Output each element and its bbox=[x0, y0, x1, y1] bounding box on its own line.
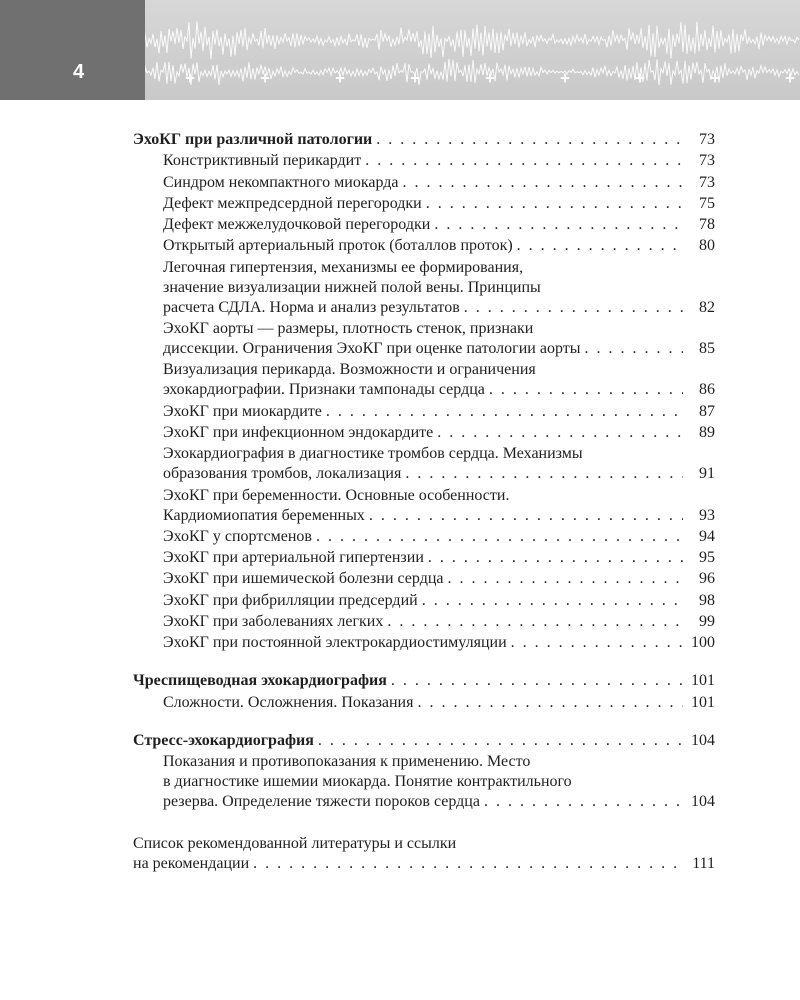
toc-subsection-entry[interactable] bbox=[133, 360, 715, 400]
toc-entry-title-line: Список рекомендованной литературы и ссылки bbox=[133, 834, 457, 852]
toc-entry-title: ЭхоКГ при ишемической болезни сердца bbox=[163, 570, 444, 588]
toc-entry-title-line: Визуализация перикарда. Возможности и ограничения bbox=[163, 361, 536, 379]
toc-subsection-entry[interactable] bbox=[133, 258, 715, 318]
toc-page-number: 87 bbox=[699, 402, 715, 420]
ecg-marker: + bbox=[485, 71, 496, 85]
toc-subsection-entry[interactable] bbox=[133, 194, 715, 214]
page-number-box bbox=[0, 0, 145, 100]
dot-leader bbox=[448, 569, 684, 589]
toc-subsection-entry[interactable] bbox=[133, 633, 715, 653]
ecg-marker: + bbox=[260, 71, 271, 85]
toc-section-entry[interactable] bbox=[133, 731, 715, 751]
toc-entry[interactable] bbox=[133, 834, 715, 874]
dot-leader bbox=[326, 402, 683, 422]
ecg-marker: + bbox=[335, 71, 346, 85]
toc-entry-title: резерва. Определение тяжести пороков сердца bbox=[163, 792, 480, 810]
toc-entry-title: Дефект межпредсердной перегородки bbox=[163, 194, 422, 212]
dot-leader bbox=[434, 215, 683, 235]
ecg-waveform-banner bbox=[145, 0, 800, 100]
toc-entry-title: ЭхоКГ при артериальной гипертензии bbox=[163, 549, 424, 567]
dot-leader bbox=[376, 130, 683, 150]
dot-leader bbox=[437, 423, 683, 443]
toc-page-number: 75 bbox=[699, 194, 715, 212]
toc-page-number: 100 bbox=[691, 634, 715, 652]
toc-page-number: 98 bbox=[699, 591, 715, 609]
dot-leader bbox=[422, 591, 683, 611]
toc-entry-title-line: Эхокардиография в диагностике тромбов сердца. Механизмы bbox=[163, 445, 583, 463]
toc-section-entry[interactable] bbox=[133, 671, 715, 691]
toc-entry-title-line: в диагностике ишемии миокарда. Понятие контрактильного bbox=[163, 772, 572, 790]
dot-leader bbox=[403, 173, 684, 193]
toc-entry-title: Дефект межжелудочковой перегородки bbox=[163, 216, 431, 234]
toc-entry-title-line: Легочная гипертензия, механизмы ее формирования, bbox=[163, 258, 524, 276]
toc-entry-title: диссекции. Ограничения ЭхоКГ при оценке патологии аорты bbox=[163, 340, 581, 358]
ecg-marker: + bbox=[710, 71, 721, 85]
dot-leader bbox=[391, 671, 683, 691]
ecg-marker: + bbox=[635, 71, 646, 85]
toc-subsection-entry[interactable] bbox=[133, 591, 715, 611]
toc-page-number: 73 bbox=[699, 131, 715, 148]
toc-subsection-entry[interactable] bbox=[133, 444, 715, 484]
toc-page-number: 101 bbox=[691, 693, 715, 711]
toc-subsection-entry[interactable] bbox=[133, 569, 715, 589]
toc-entry-title-line: значение визуализации нижней полой вены. Принципы bbox=[163, 278, 541, 296]
toc-page-number: 73 bbox=[699, 173, 715, 191]
dot-leader bbox=[584, 339, 683, 359]
toc-subsection-entry[interactable] bbox=[133, 548, 715, 568]
toc-page-number: 91 bbox=[699, 465, 715, 483]
toc-spacer bbox=[133, 653, 715, 671]
toc-entry-title: ЭхоКГ при инфекционном эндокардите bbox=[163, 423, 434, 441]
toc-entry-title: Констриктивный перикардит bbox=[163, 152, 362, 170]
toc-entry-title: Сложности. Осложнения. Показания bbox=[163, 693, 414, 711]
ecg-trace bbox=[145, 21, 799, 59]
dot-leader bbox=[511, 633, 683, 653]
toc-page-number: 80 bbox=[699, 237, 715, 255]
toc-spacer bbox=[133, 812, 715, 834]
toc-entry-title: Стресс-эхокардиография bbox=[133, 731, 314, 749]
toc-page-number: 104 bbox=[691, 731, 715, 749]
toc-spacer bbox=[133, 713, 715, 731]
toc-entry-title-line: ЭхоКГ аорты — размеры, плотность стенок, признаки bbox=[163, 320, 534, 338]
dot-leader bbox=[365, 151, 683, 171]
toc-entry-title: Синдром некомпактного миокарда bbox=[163, 173, 399, 191]
toc-page-number: 93 bbox=[699, 506, 715, 524]
dot-leader bbox=[316, 527, 683, 547]
toc-subsection-entry[interactable] bbox=[133, 612, 715, 632]
toc-entry-title: на рекомендации bbox=[133, 854, 250, 872]
toc-page-number: 101 bbox=[691, 672, 715, 690]
ecg-marker: + bbox=[785, 71, 796, 85]
dot-leader bbox=[387, 612, 683, 632]
toc-subsection-entry[interactable] bbox=[133, 319, 715, 359]
toc-entry-title: образования тромбов, локализация bbox=[163, 465, 402, 483]
toc-subsection-entry[interactable] bbox=[133, 402, 715, 422]
ecg-trace bbox=[145, 59, 799, 85]
toc-entry-title: расчета СДЛА. Норма и анализ результатов bbox=[163, 298, 460, 316]
toc-page-number: 82 bbox=[699, 298, 715, 316]
table-of-contents bbox=[133, 130, 715, 874]
ecg-marker: + bbox=[185, 71, 196, 85]
ecg-marker: + bbox=[410, 71, 421, 85]
toc-page-number: 78 bbox=[699, 216, 715, 234]
toc-subsection-entry[interactable] bbox=[133, 423, 715, 443]
toc-page-number: 89 bbox=[699, 423, 715, 441]
toc-page-number: 73 bbox=[699, 152, 715, 170]
toc-page-number: 99 bbox=[699, 613, 715, 631]
dot-leader bbox=[489, 380, 683, 400]
toc-page-number: 95 bbox=[699, 549, 715, 567]
toc-entry-title: Открытый артериальный проток (боталлов проток) bbox=[163, 237, 513, 255]
toc-entry-title: ЭхоКГ у спортсменов bbox=[163, 527, 312, 545]
toc-section-entry[interactable] bbox=[133, 130, 715, 150]
dot-leader bbox=[426, 194, 683, 214]
ecg-waveform-image bbox=[145, 0, 800, 100]
toc-page-number: 86 bbox=[699, 381, 715, 399]
toc-entry-title-line: ЭхоКГ при беременности. Основные особенности. bbox=[163, 486, 510, 504]
toc-subsection-entry[interactable] bbox=[133, 215, 715, 235]
toc-entry-title: эхокардиографии. Признаки тампонады сердца bbox=[163, 381, 485, 399]
toc-page-number: 94 bbox=[699, 527, 715, 545]
toc-subsection-entry[interactable] bbox=[133, 527, 715, 547]
toc-entry-title: ЭхоКГ при фибрилляции предсердий bbox=[163, 591, 418, 609]
toc-page-number: 104 bbox=[691, 792, 715, 810]
toc-page-number: 85 bbox=[699, 340, 715, 358]
dot-leader bbox=[517, 236, 683, 256]
toc-entry-title: Чреспищеводная эхокардиография bbox=[133, 672, 387, 690]
toc-subsection-entry[interactable] bbox=[133, 173, 715, 193]
toc-subsection-entry[interactable] bbox=[133, 693, 715, 713]
toc-subsection-entry[interactable] bbox=[133, 236, 715, 256]
toc-entry-title: ЭхоКГ при миокардите bbox=[163, 402, 322, 420]
toc-entry-title: ЭхоКГ при постоянной электрокардиостимуляции bbox=[163, 634, 507, 652]
toc-page-number: 111 bbox=[692, 854, 715, 872]
toc-entry-title: Кардиомиопатия беременных bbox=[163, 506, 365, 524]
toc-subsection-entry[interactable] bbox=[133, 486, 715, 526]
dot-leader bbox=[417, 693, 683, 713]
toc-subsection-entry[interactable] bbox=[133, 752, 715, 812]
toc-entry-title-line: Показания и противопоказания к применению. Место bbox=[163, 752, 531, 770]
toc-subsection-entry[interactable] bbox=[133, 151, 715, 171]
toc-page-number: 96 bbox=[699, 570, 715, 588]
toc-entry-title: ЭхоКГ при различной патологии bbox=[133, 131, 373, 148]
dot-leader bbox=[253, 854, 683, 874]
page-number: 4 bbox=[73, 61, 85, 83]
toc-entry-title: ЭхоКГ при заболеваниях легких bbox=[163, 613, 384, 631]
dot-leader bbox=[369, 506, 683, 526]
dot-leader bbox=[405, 464, 683, 484]
dot-leader bbox=[484, 792, 683, 812]
dot-leader bbox=[318, 731, 683, 751]
ecg-marker: + bbox=[560, 71, 571, 85]
dot-leader bbox=[428, 548, 683, 568]
dot-leader bbox=[464, 298, 683, 318]
